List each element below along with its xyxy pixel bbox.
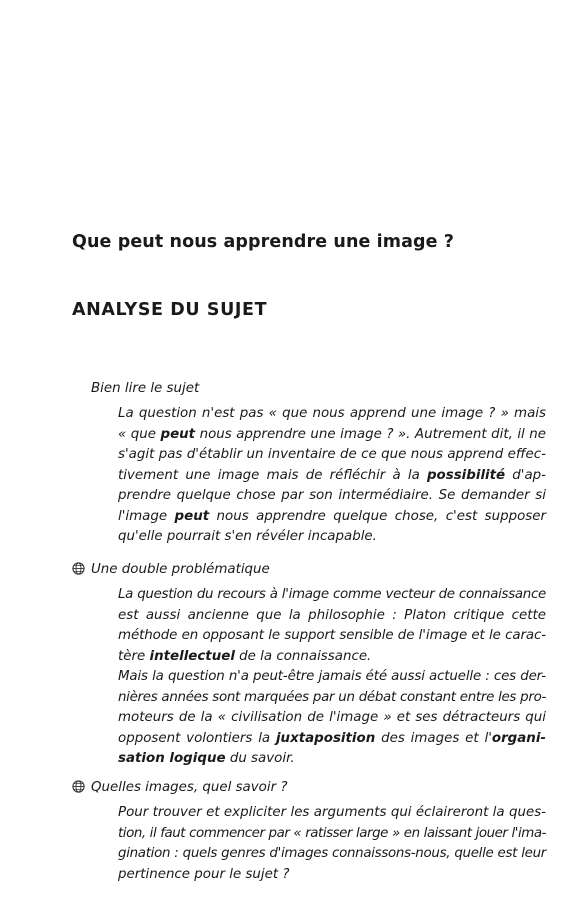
emphasis-word: peut: [160, 426, 196, 442]
paragraph-double-problematique: [118, 585, 546, 770]
page-title: Que peut nous apprendre une image ?: [72, 232, 455, 252]
text-line: Mais la question n'a peut-être jamais été aussi actuelle : ces der-: [118, 669, 546, 684]
subheading-bien-lire: [91, 378, 199, 399]
text-line: pertinence pour le sujet ?: [118, 866, 290, 882]
text-line: gination : quels genres d'images connaissons-nous, quelle est leur: [118, 846, 546, 861]
text-line: nières années sont marquées par un débat constant entre les pro-: [118, 689, 546, 705]
globe-bullet-icon: [72, 561, 85, 574]
text-line: qu'elle pourrait s'en révéler incapable.: [118, 529, 377, 544]
emphasis-word: juxtaposition: [275, 730, 376, 746]
text-line: tivement une image mais de réfléchir à la possibilité d'ap-: [118, 467, 546, 483]
emphasis-word: peut: [174, 508, 210, 524]
text-line: s'agit pas d'établir un inventaire de ce que nous apprend effec-: [118, 447, 546, 462]
subheading-label: Bien lire le sujet: [91, 381, 200, 396]
text-line: La question n'est pas « que nous apprend une image ? » mais: [118, 406, 546, 421]
emphasis-word: possibilité: [426, 467, 506, 483]
subheading-double-problematique: [72, 559, 270, 580]
text-line: moteurs de la « civilisation de l'image » et ses détracteurs qui: [118, 710, 546, 725]
emphasis-word: sation logique: [118, 751, 226, 766]
text-line: est aussi ancienne que la philosophie : Platon critique cette: [118, 607, 546, 623]
text-line: « que peut nous apprendre une image ? ». Autrement dit, il ne: [118, 426, 546, 442]
text-line: sation logique du savoir.: [118, 751, 295, 766]
emphasis-word: intellectuel: [149, 648, 235, 664]
section-heading: ANALYSE DU SUJET: [72, 300, 268, 320]
text-line: opposent volontiers la juxtaposition des images et l'organi-: [118, 730, 546, 746]
subheading-label: Une double problématique: [91, 562, 270, 577]
subheading-quelles-images: [72, 777, 287, 798]
text-line: prendre quelque chose par son intermédiaire. Se demander si: [118, 488, 546, 503]
paragraph-bien-lire: [118, 404, 546, 548]
emphasis-word: organi-: [491, 730, 546, 746]
paragraph-quelles-images: [118, 803, 546, 885]
text-line: méthode en opposant le support sensible de l'image et le carac-: [118, 628, 546, 643]
subheading-label: Quelles images, quel savoir ?: [91, 780, 288, 795]
text-line: tère intellectuel de la connaissance.: [118, 648, 372, 664]
text-line: La question du recours à l'image comme vecteur de connaissance: [118, 587, 546, 602]
text-line: tion, il faut commencer par « ratisser large » en laissant jouer l'ima-: [118, 825, 546, 841]
text-line: Pour trouver et expliciter les arguments qui éclaireront la ques-: [118, 805, 546, 820]
globe-bullet-icon: [72, 779, 85, 792]
text-line: l'image peut nous apprendre quelque chose, c'est supposer: [118, 508, 546, 524]
